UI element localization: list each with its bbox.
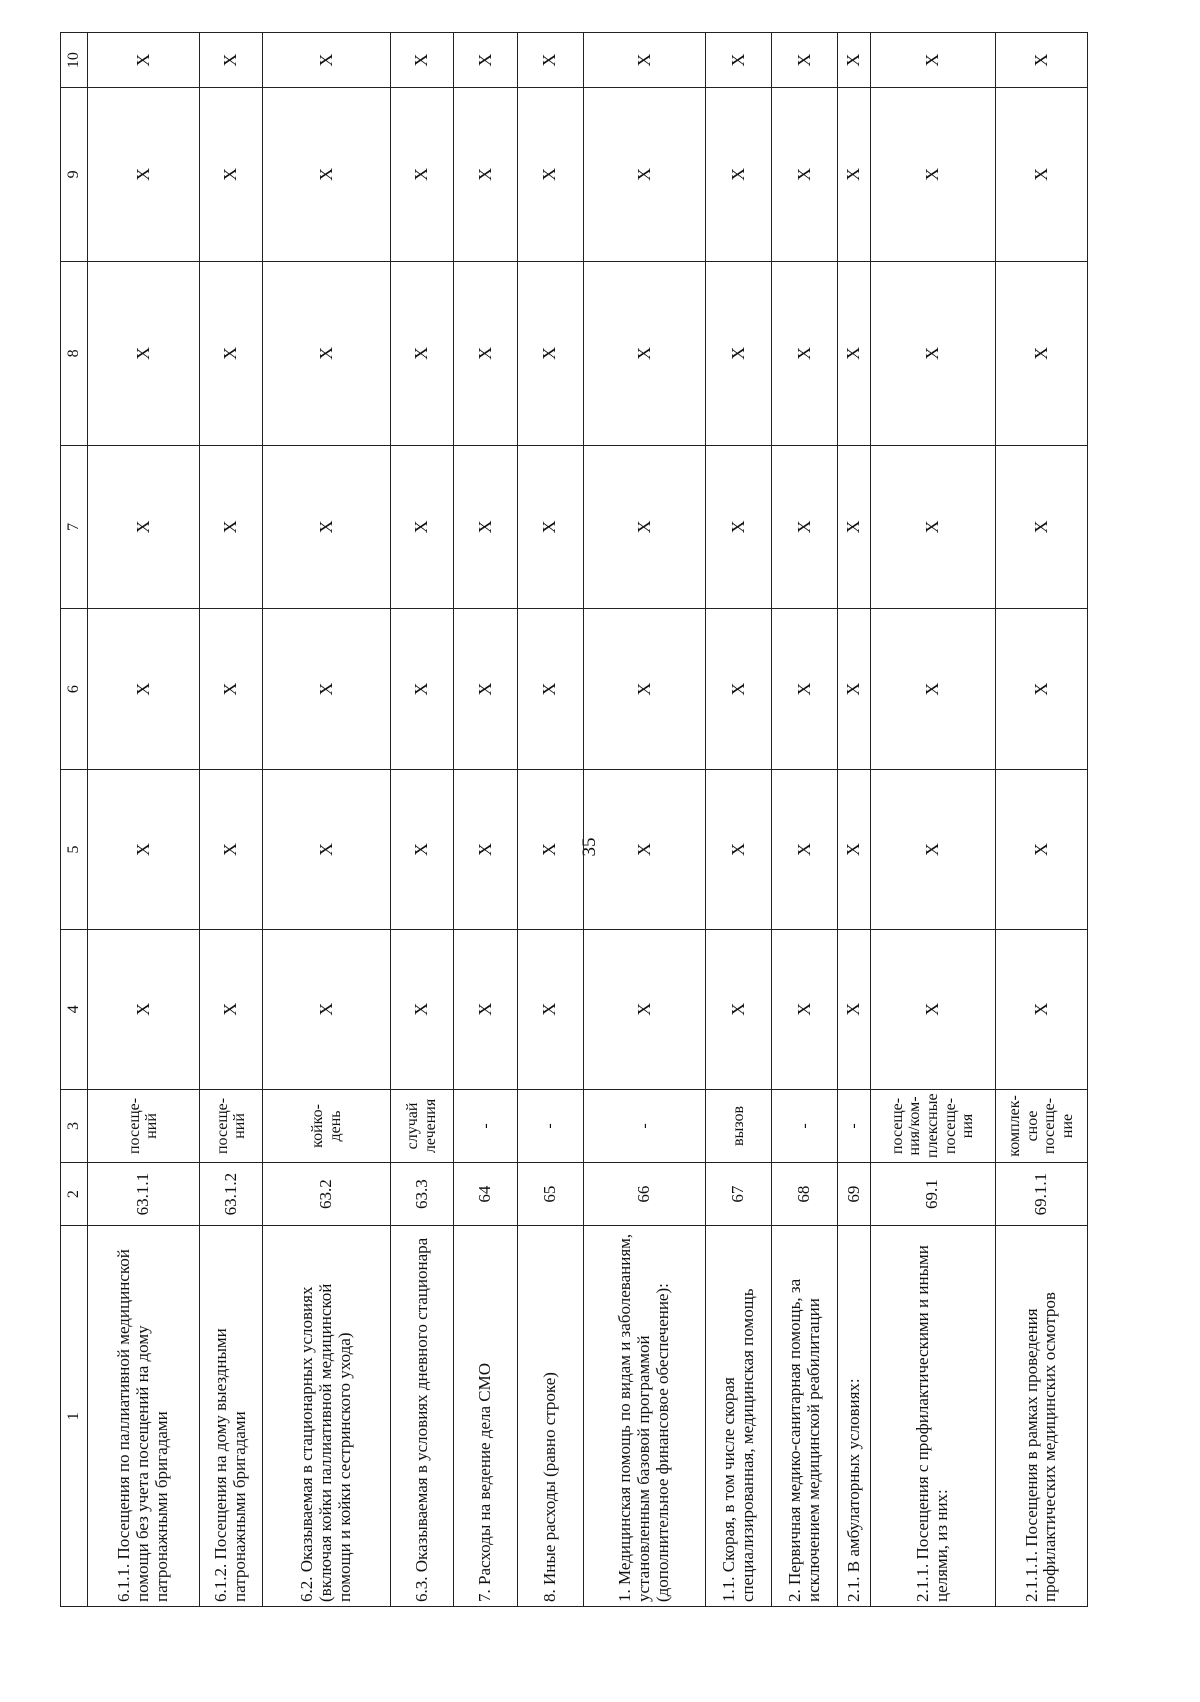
value-cell: X xyxy=(583,929,706,1089)
row-code-cell: 63.1.2 xyxy=(199,1162,263,1225)
value-cell: X xyxy=(870,770,995,929)
value-cell: X xyxy=(199,770,263,929)
value-cell: X xyxy=(517,88,583,262)
value-cell: X xyxy=(995,446,1087,609)
value-cell: X xyxy=(870,88,995,262)
row-unit-cell: посеще-ний xyxy=(88,1089,200,1162)
row-unit-cell: случай лечения xyxy=(390,1089,454,1162)
column-header: 9 xyxy=(61,88,88,262)
value-cell: X xyxy=(88,33,200,88)
value-cell: X xyxy=(390,261,454,445)
column-header: 2 xyxy=(61,1162,88,1225)
value-cell: X xyxy=(199,33,263,88)
value-cell: X xyxy=(706,770,772,929)
row-unit-cell: посеще-ний xyxy=(199,1089,263,1162)
value-cell: X xyxy=(88,446,200,609)
column-header: 3 xyxy=(61,1089,88,1162)
value-cell: X xyxy=(837,88,870,262)
row-code-cell: 67 xyxy=(706,1162,772,1225)
row-code-cell: 63.3 xyxy=(390,1162,454,1225)
value-cell: X xyxy=(772,608,838,770)
value-cell: X xyxy=(995,88,1087,262)
value-cell: X xyxy=(454,608,518,770)
value-cell: X xyxy=(517,33,583,88)
value-cell: X xyxy=(706,608,772,770)
value-cell: X xyxy=(454,770,518,929)
row-unit-cell: - xyxy=(772,1089,838,1162)
table-row xyxy=(390,33,454,1607)
value-cell: X xyxy=(995,770,1087,929)
row-name-cell: 6.1.1. Посещения по паллиативной медицинской помощи без учета посещений на дому патронажными бригадами xyxy=(88,1226,200,1607)
value-cell: X xyxy=(263,770,390,929)
row-code-cell: 63.1.1 xyxy=(88,1162,200,1225)
value-cell: X xyxy=(583,446,706,609)
row-code-cell: 69 xyxy=(837,1162,870,1225)
value-cell: X xyxy=(263,929,390,1089)
value-cell: X xyxy=(870,261,995,445)
value-cell: X xyxy=(837,770,870,929)
value-cell: X xyxy=(772,770,838,929)
value-cell: X xyxy=(706,929,772,1089)
value-cell: X xyxy=(199,446,263,609)
row-code-cell: 69.1 xyxy=(870,1162,995,1225)
value-cell: X xyxy=(88,608,200,770)
value-cell: X xyxy=(837,446,870,609)
value-cell: X xyxy=(772,33,838,88)
value-cell: X xyxy=(837,33,870,88)
value-cell: X xyxy=(772,88,838,262)
value-cell: X xyxy=(454,446,518,609)
row-unit-cell: койко-день xyxy=(263,1089,390,1162)
row-unit-cell: посеще-ния/ком-плексные посеще-ния xyxy=(870,1089,995,1162)
row-unit-cell: - xyxy=(837,1089,870,1162)
value-cell: X xyxy=(263,33,390,88)
row-code-cell: 69.1.1 xyxy=(995,1162,1087,1225)
row-code-cell: 68 xyxy=(772,1162,838,1225)
value-cell: X xyxy=(517,770,583,929)
value-cell: X xyxy=(454,929,518,1089)
row-name-cell: 7. Расходы на ведение дела СМО xyxy=(454,1226,518,1607)
table-row xyxy=(870,33,995,1607)
value-cell: X xyxy=(199,929,263,1089)
value-cell: X xyxy=(263,88,390,262)
value-cell: X xyxy=(995,33,1087,88)
row-name-cell: 2.1.1. Посещения с профилактическими и иными целями, из них: xyxy=(870,1226,995,1607)
table-row xyxy=(199,33,263,1607)
row-code-cell: 66 xyxy=(583,1162,706,1225)
page-number: 35 xyxy=(579,837,600,857)
value-cell: X xyxy=(870,929,995,1089)
value-cell: X xyxy=(583,33,706,88)
value-cell: X xyxy=(88,770,200,929)
column-header: 8 xyxy=(61,261,88,445)
column-header: 7 xyxy=(61,446,88,609)
row-name-cell: 1. Медицинская помощь по видам и заболеваниям, установленным базовой программой (дополнительное финансовое обеспечение): xyxy=(583,1226,706,1607)
column-header: 1 xyxy=(61,1226,88,1607)
table-row xyxy=(706,33,772,1607)
value-cell: X xyxy=(870,33,995,88)
column-header: 10 xyxy=(61,33,88,88)
row-name-cell: 6.2. Оказываемая в стационарных условиях (включая койки паллиативной медицинской помощи и койки сестринского ухода) xyxy=(263,1226,390,1607)
value-cell: X xyxy=(995,929,1087,1089)
row-unit-cell: комплек-сное посеще-ние xyxy=(995,1089,1087,1162)
value-cell: X xyxy=(583,770,706,929)
value-cell: X xyxy=(199,88,263,262)
column-header: 5 xyxy=(61,770,88,929)
value-cell: X xyxy=(454,33,518,88)
value-cell: X xyxy=(583,88,706,262)
table-row xyxy=(517,33,583,1607)
value-cell: X xyxy=(517,929,583,1089)
table-row xyxy=(772,33,838,1607)
table-row xyxy=(995,33,1087,1607)
value-cell: X xyxy=(88,261,200,445)
value-cell: X xyxy=(772,261,838,445)
row-name-cell: 6.3. Оказываемая в условиях дневного стационара xyxy=(390,1226,454,1607)
table-row xyxy=(88,33,200,1607)
value-cell: X xyxy=(199,261,263,445)
value-cell: X xyxy=(390,608,454,770)
row-name-cell: 2.1.1.1. Посещения в рамках проведения профилактических медицинских осмотров xyxy=(995,1226,1087,1607)
row-code-cell: 64 xyxy=(454,1162,518,1225)
value-cell: X xyxy=(995,608,1087,770)
table-row xyxy=(454,33,518,1607)
value-cell: X xyxy=(390,88,454,262)
value-cell: X xyxy=(517,261,583,445)
row-code-cell: 63.2 xyxy=(263,1162,390,1225)
value-cell: X xyxy=(772,929,838,1089)
value-cell: X xyxy=(583,608,706,770)
value-cell: X xyxy=(517,608,583,770)
value-cell: X xyxy=(837,261,870,445)
row-name-cell: 2. Первичная медико-санитарная помощь, за исключением медицинской реабилитации xyxy=(772,1226,838,1607)
row-name-cell: 2.1. В амбулаторных условиях: xyxy=(837,1226,870,1607)
value-cell: X xyxy=(706,88,772,262)
value-cell: X xyxy=(263,608,390,770)
table-row xyxy=(837,33,870,1607)
value-cell: X xyxy=(88,88,200,262)
value-cell: X xyxy=(870,446,995,609)
value-cell: X xyxy=(995,261,1087,445)
row-unit-cell: - xyxy=(517,1089,583,1162)
value-cell: X xyxy=(837,929,870,1089)
value-cell: X xyxy=(772,446,838,609)
table-wrapper xyxy=(60,32,1110,1612)
column-header: 6 xyxy=(61,608,88,770)
value-cell: X xyxy=(454,261,518,445)
row-name-cell: 6.1.2. Посещения на дому выездными патронажными бригадами xyxy=(199,1226,263,1607)
row-unit-cell: вызов xyxy=(706,1089,772,1162)
value-cell: X xyxy=(454,88,518,262)
row-unit-cell: - xyxy=(583,1089,706,1162)
value-cell: X xyxy=(88,929,200,1089)
value-cell: X xyxy=(583,261,706,445)
row-unit-cell: - xyxy=(454,1089,518,1162)
value-cell: X xyxy=(706,446,772,609)
data-table xyxy=(60,32,1088,1607)
value-cell: X xyxy=(870,608,995,770)
value-cell: X xyxy=(199,608,263,770)
value-cell: X xyxy=(390,446,454,609)
table-body xyxy=(88,33,1088,1607)
value-cell: X xyxy=(837,608,870,770)
column-header: 4 xyxy=(61,929,88,1089)
value-cell: X xyxy=(263,261,390,445)
value-cell: X xyxy=(390,33,454,88)
value-cell: X xyxy=(517,446,583,609)
value-cell: X xyxy=(390,770,454,929)
header-row xyxy=(61,33,88,1607)
row-code-cell: 65 xyxy=(517,1162,583,1225)
table-row xyxy=(263,33,390,1607)
value-cell: X xyxy=(706,261,772,445)
table-row xyxy=(583,33,706,1607)
row-name-cell: 8. Иные расходы (равно строке) xyxy=(517,1226,583,1607)
value-cell: X xyxy=(390,929,454,1089)
value-cell: X xyxy=(263,446,390,609)
value-cell: X xyxy=(706,33,772,88)
row-name-cell: 1.1. Скорая, в том числе скорая специализированная, медицинская помощь xyxy=(706,1226,772,1607)
